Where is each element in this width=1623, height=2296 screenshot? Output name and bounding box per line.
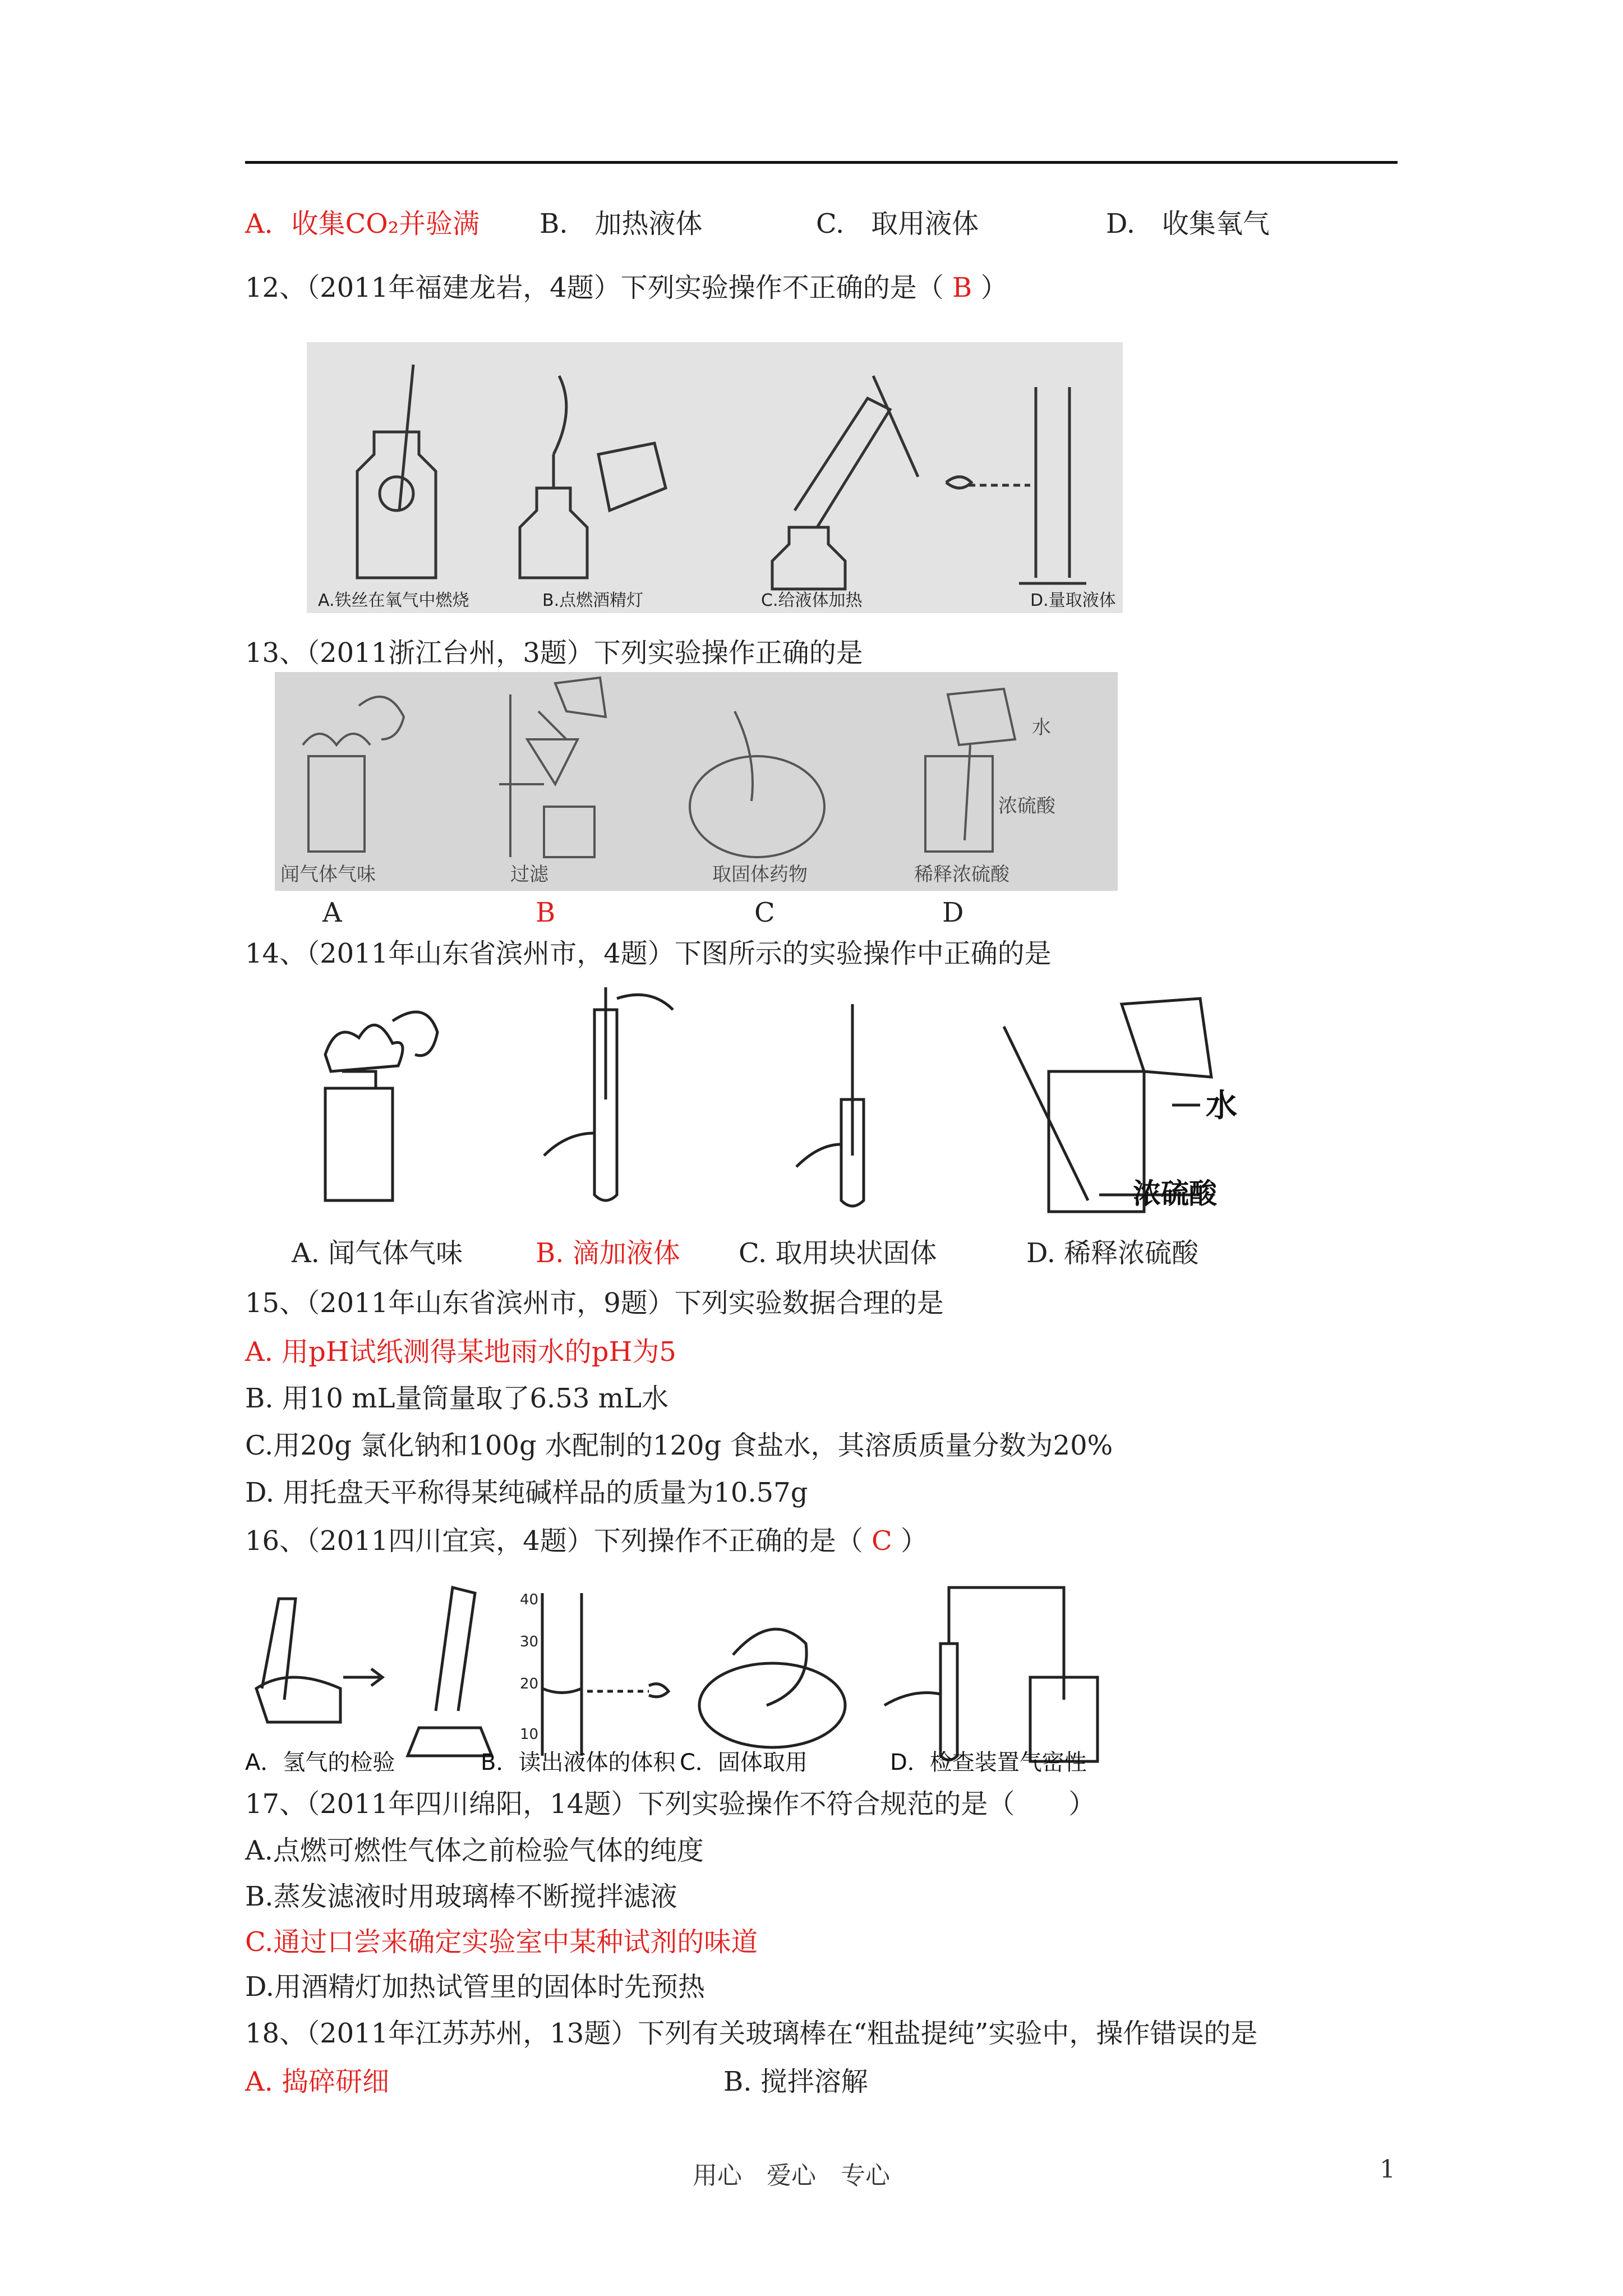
q15-option-d: D. 用托盘天平称得某纯碱样品的质量为10.57g [245, 1477, 808, 1508]
q13-option-b: B [536, 897, 556, 928]
q13-figure [275, 672, 1118, 891]
q16-label-d: D．检查装置气密性 [890, 1750, 1087, 1773]
q16-label-b: B．读出液体的体积 [481, 1750, 676, 1773]
footer-motto: 用心 爱心 专心 [693, 2161, 890, 2190]
q14-option-d: D. 稀释浓硫酸 [1026, 1237, 1199, 1269]
q17-option-a: A.点燃可燃性气体之前检验气体的纯度 [245, 1835, 704, 1866]
q14-annot-water: 水 [1206, 1088, 1237, 1124]
q15-option-a: A. 用pH试纸测得某地雨水的pH为5 [245, 1336, 676, 1368]
q14-option-a: A. 闻气体气味 [292, 1237, 463, 1269]
q16-tick-40: 40 [520, 1591, 539, 1608]
q14-option-b: B. 滴加液体 [536, 1237, 680, 1269]
q14-annot-acid: 浓硫酸 [1133, 1177, 1217, 1210]
q16-label-c: C．固体取用 [680, 1750, 808, 1773]
q11-option-a: A．收集CO₂并验满 [245, 208, 479, 240]
header-rule [245, 161, 1398, 164]
q11-option-c: C. 取用液体 [816, 208, 979, 240]
q17-option-d: D.用酒精灯加热试管里的固体时先预热 [245, 1971, 706, 2003]
q16-answer: C [872, 1525, 892, 1557]
q12-stem: 12、（2011年福建龙岩，4题）下列实验操作不正确的是（ B ） [245, 272, 1008, 303]
q15-stem: 15、（2011年山东省滨州市，9题）下列实验数据合理的是 [245, 1287, 944, 1319]
q14-option-c: C. 取用块状固体 [739, 1237, 937, 1269]
q16-tick-20: 20 [520, 1676, 539, 1692]
q12-answer: B [952, 272, 972, 303]
q13-label-a: 闻气体气味 [280, 863, 376, 886]
q13-annot-water: 水 [1032, 716, 1051, 739]
q17-stem: 17、（2011年四川绵阳，14题）下列实验操作不符合规范的是（ ） [245, 1788, 1096, 1820]
q12-label-b: B.点燃酒精灯 [542, 591, 644, 610]
q11-option-d: D. 收集氧气 [1106, 208, 1270, 240]
q15-option-c: C.用20g 氯化钠和100g 水配制的120g 食盐水，其溶质质量分数为20% [245, 1430, 1113, 1461]
q13-annot-acid: 浓硫酸 [998, 795, 1055, 817]
q13-label-b: 过滤 [510, 863, 548, 886]
q13-label-d: 稀释浓硫酸 [914, 863, 1009, 886]
q11-option-b: B. 加热液体 [540, 208, 703, 240]
q14-stem: 14、（2011年山东省滨州市，4题）下图所示的实验操作中正确的是 [245, 938, 1052, 969]
page-number: 1 [1380, 2155, 1395, 2184]
q12-figure-drawing [307, 342, 1123, 613]
q12-figure [307, 342, 1123, 613]
q16-figure-drawing [245, 1576, 1109, 1773]
q18-option-a: A. 捣碎研细 [245, 2066, 390, 2097]
q18-stem: 18、（2011年江苏苏州，13题）下列有关玻璃棒在“粗盐提纯”实验中，操作错误的是 [245, 2018, 1258, 2049]
q12-label-a: A.铁丝在氧气中燃烧 [318, 591, 469, 610]
q13-label-c: 取固体药物 [712, 863, 808, 886]
q13-option-c: C [754, 897, 775, 928]
q12-label-c: C.给液体加热 [761, 591, 863, 610]
q15-option-b: B. 用10 mL量筒量取了6.53 mL水 [245, 1383, 669, 1414]
q16-stem: 16、（2011四川宜宾，4题）下列操作不正确的是（ C ） [245, 1525, 928, 1557]
q13-figure-drawing [275, 672, 1118, 891]
q16-tick-30: 30 [520, 1634, 539, 1650]
q13-option-a: A [322, 897, 342, 928]
q16-figure [245, 1576, 1109, 1773]
q16-tick-10: 10 [520, 1726, 539, 1743]
q14-figure [303, 987, 1290, 1223]
q16-label-a: A．氢气的检验 [245, 1750, 395, 1773]
q13-stem: 13、（2011浙江台州，3题）下列实验操作正确的是 [245, 637, 863, 669]
q17-option-b: B.蒸发滤液时用玻璃棒不断搅拌滤液 [245, 1881, 677, 1912]
q13-option-d: D [942, 897, 964, 928]
q18-option-b: B. 搅拌溶解 [723, 2066, 868, 2097]
q14-figure-drawing [303, 987, 1290, 1223]
q12-label-d: D.量取液体 [1030, 591, 1116, 610]
q17-option-c: C.通过口尝来确定实验室中某种试剂的味道 [245, 1926, 758, 1958]
